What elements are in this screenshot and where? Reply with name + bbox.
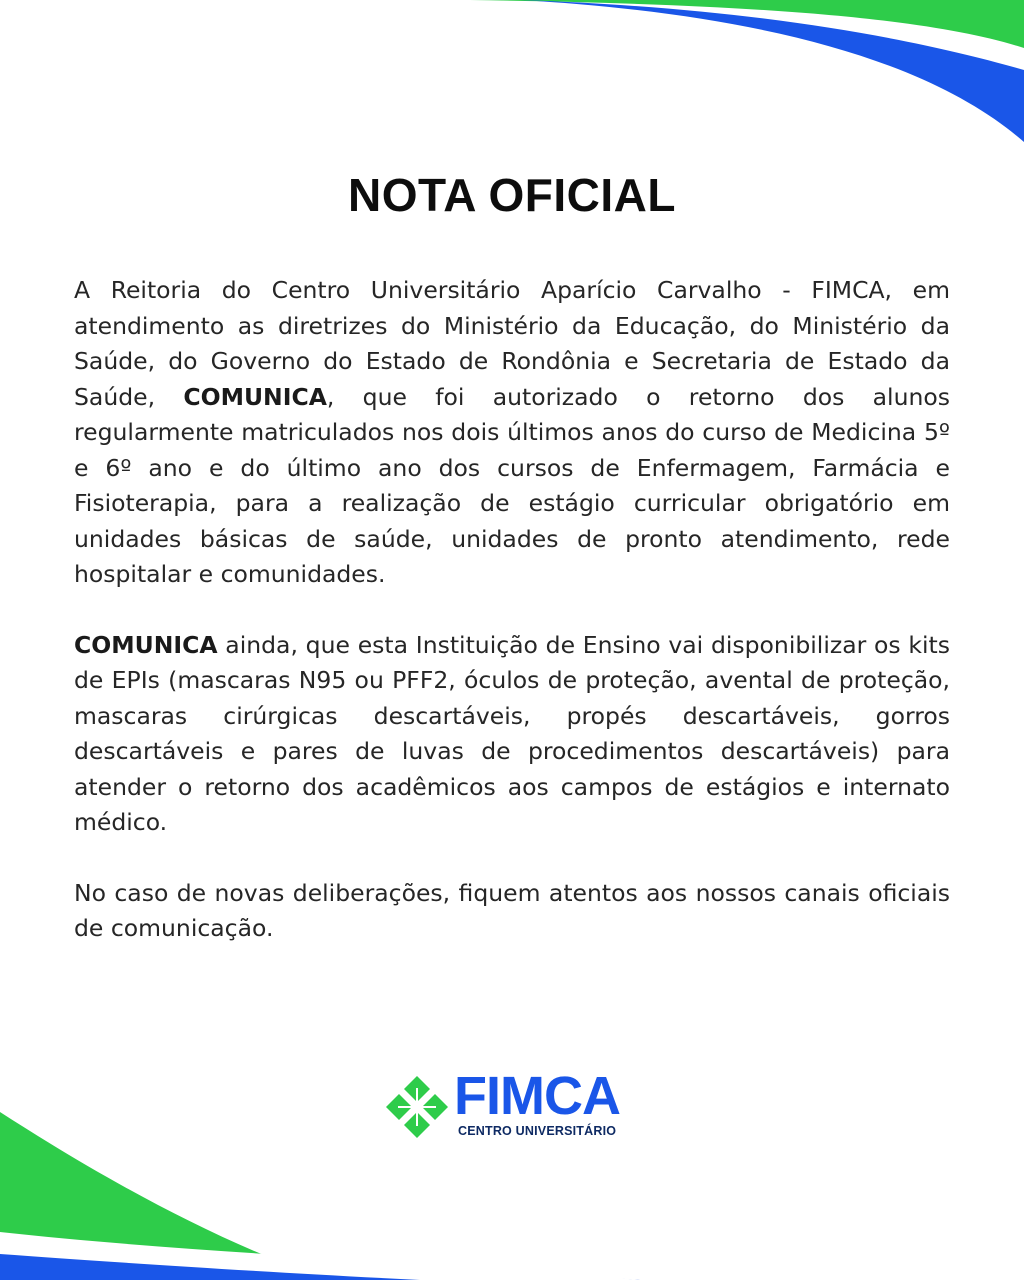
green-cross-icon [384,1074,450,1140]
paragraph-1-rest: , que foi autorizado o retorno dos alunos regularmente matriculados nos dois últimos anos do curso de Medicina 5º e 6º ano e do último ano dos cursos de Enfermagem, Farmácia e Fisioterapia, para a realização de estágio curricular obrigatório em unidades básicas de saúde, unidades de pronto atendimento, rede hospitalar e comunidades. [74,382,950,588]
paragraph-1-intro: A Reitoria do Centro Universitário Aparício Carvalho - FIMCA, em atendimento as diretrizes do Ministério da Educação, do Ministério da Saúde, do Governo do Estado de Rondônia e Secretaria de Estado da Saúde, [74,276,950,411]
paragraph-2-emphasis: COMUNICA [74,630,218,659]
paragraph-3 [74,876,950,947]
paragraph-1-emphasis: COMUNICA [183,382,327,411]
paragraph-2 [74,628,950,841]
paragraph-2-rest: ainda, que esta Instituição de Ensino vai disponibilizar os kits de EPIs (mascaras N95 ou PFF2, óculos de proteção, avental de proteção, mascaras cirúrgicas descartáveis, propés descartáveis, gorros descartáveis e pares de luvas de procedimentos descartáveis) para atender o retorno dos acadêmicos aos campos de estágios e internato médico. [74,630,950,836]
paragraph-1 [74,273,950,593]
page-title: NOTA OFICIAL [348,169,676,221]
logo-wordmark: FIMCA [454,1066,620,1126]
paragraph-3-text: No caso de novas deliberações, fiquem atentos aos nossos canais oficiais de comunicação. [74,878,950,942]
logo-subtitle: CENTRO UNIVERSITÁRIO [458,1124,617,1138]
fimca-logo [384,1066,644,1144]
note-body [74,273,950,947]
